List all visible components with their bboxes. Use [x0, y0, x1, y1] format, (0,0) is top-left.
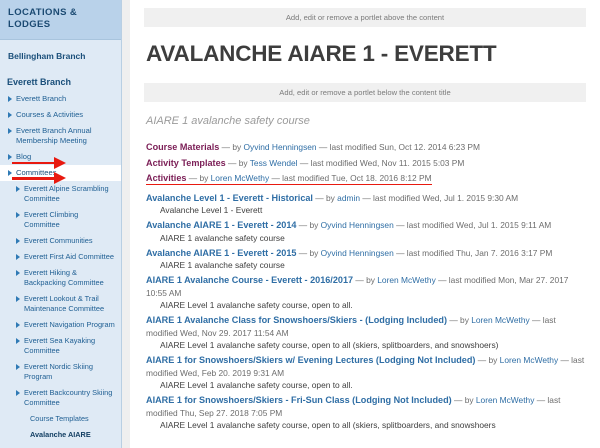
item-byline	[299, 248, 553, 258]
item-modified: — last modified Tue, Oct 18. 2016 8:12 PM	[271, 173, 432, 183]
sidebar-item-label: Everett Alpine Scrambling Committee	[24, 184, 109, 203]
item-byline	[189, 173, 432, 183]
sidebar	[0, 0, 122, 448]
sidebar-item-label: Avalanche AIARE	[30, 430, 91, 439]
sidebar-item-label: Committees	[16, 168, 57, 177]
byline-prefix: — by	[298, 247, 321, 258]
list-item	[144, 172, 586, 185]
item-author-link[interactable]: admin	[337, 192, 360, 203]
item-modified: — last modified Wed, Nov 11. 2015 5:03 PM	[299, 157, 465, 168]
chevron-right-icon	[16, 238, 20, 244]
sidebar-item-climbing-committee[interactable]	[0, 207, 121, 233]
list-item	[144, 141, 586, 154]
list-item	[144, 314, 586, 351]
item-byline	[299, 220, 551, 230]
item-author-link[interactable]: Oyvind Henningsen	[320, 247, 394, 258]
chevron-right-icon	[16, 338, 20, 344]
chevron-right-icon	[16, 322, 20, 328]
item-title-aiare-2014[interactable]: Avalanche AIARE 1 - Everett - 2014	[146, 220, 297, 230]
item-title-activity-templates[interactable]: Activity Templates	[146, 157, 226, 168]
item-byline	[315, 193, 518, 203]
item-modified: — last modified Wed, Jul 1. 2015 9:11 AM	[396, 220, 552, 230]
sidebar-item-label: Everett Lookout & Trail Maintenance Committee	[24, 294, 105, 313]
byline-prefix: — by	[188, 173, 211, 183]
item-title-aiare-2016-2017[interactable]: AIARE 1 Avalanche Course - Everett - 2016/2017	[146, 275, 354, 285]
sidebar-item-label: Blog	[16, 152, 32, 161]
byline-prefix: — by	[221, 142, 244, 152]
chevron-right-icon	[16, 296, 20, 302]
item-modified: — last modified Wed, Jul 1. 2015 9:30 AM	[362, 192, 519, 203]
sidebar-item-communities[interactable]	[0, 233, 121, 249]
sidebar-item-courses-activities[interactable]	[0, 107, 121, 123]
sidebar-item-label: Everett Nordic Skiing Program	[24, 362, 94, 381]
item-description: AIARE 1 avalanche safety course	[160, 260, 285, 270]
chevron-right-icon	[8, 96, 12, 102]
byline-prefix: — by	[454, 395, 476, 405]
byline-prefix: — by	[298, 220, 321, 230]
item-title-avalanche-level-1-historical[interactable]: Avalanche Level 1 - Everett - Historical	[146, 192, 313, 203]
byline-prefix: — by	[315, 192, 338, 203]
sidebar-item-sea-kayaking[interactable]	[0, 333, 121, 359]
list-item	[144, 354, 586, 391]
sidebar-item-course-templates[interactable]	[0, 411, 121, 427]
chevron-right-icon	[16, 390, 20, 396]
sidebar-item-committees[interactable]	[0, 165, 121, 181]
chevron-right-icon	[16, 186, 20, 192]
item-title-aiare-2015[interactable]: Avalanche AIARE 1 - Everett - 2015	[146, 247, 297, 258]
sidebar-item-avalanche-aiare[interactable]	[0, 427, 121, 443]
sidebar-item-annual-meeting[interactable]	[0, 123, 121, 149]
sidebar-item-label: Everett Climbing Committee	[24, 210, 79, 229]
sidebar-item-label: Everett Communities	[24, 236, 93, 245]
chevron-right-icon	[8, 128, 12, 134]
page-title: AVALANCHE AIARE 1 - EVERETT	[146, 41, 497, 66]
list-item	[144, 274, 586, 311]
item-title-activities[interactable]: Activities	[146, 173, 187, 183]
item-author-link[interactable]: Loren McWethy	[377, 275, 436, 285]
list-item	[144, 247, 586, 272]
sidebar-item-label: Everett Branch	[16, 94, 67, 103]
list-item	[144, 157, 586, 170]
item-modified: — last modified Mon, Mar 27. 2017 10:55 AM	[146, 275, 569, 298]
item-description: AIARE Level 1 avalanche safety course, open to all.	[160, 300, 353, 310]
item-modified: — last modified Wed, Feb 20. 2019 9:31 AM	[146, 355, 585, 378]
sidebar-item-blog[interactable]	[0, 149, 121, 165]
sidebar-item-label: Everett Hiking & Backpacking Committee	[24, 268, 104, 287]
sidebar-item-first-aid[interactable]	[0, 249, 121, 265]
portlet-below-content-title[interactable]: Add, edit or remove a portlet below the content title	[144, 83, 586, 102]
page-description: AIARE 1 avalanche safety course	[146, 115, 310, 127]
item-description: Avalanche Level 1 - Everett	[160, 205, 263, 215]
chevron-right-icon	[16, 212, 20, 218]
chevron-right-icon	[8, 112, 12, 118]
sidebar-branch-bellingham[interactable]: Bellingham Branch	[8, 51, 86, 61]
item-author-link[interactable]: Oyvind Henningsen	[243, 142, 317, 152]
item-author-link[interactable]: Loren McWethy	[210, 173, 270, 183]
sidebar-item-label: Everett First Aid Committee	[24, 252, 114, 261]
sidebar-item-lookout-trail[interactable]	[0, 291, 121, 317]
item-byline	[222, 142, 480, 152]
chevron-right-icon	[16, 270, 20, 276]
sidebar-item-label: Everett Sea Kayaking Committee	[24, 336, 96, 355]
chevron-right-icon	[8, 154, 12, 160]
item-modified: — last modified Sun, Oct 12. 2014 6:23 PM	[318, 142, 480, 152]
item-title-aiare-fri-sun[interactable]: AIARE 1 for Snowshoers/Skiers - Fri-Sun Class (Lodging Not Included)	[146, 395, 452, 405]
list-item	[144, 394, 586, 431]
item-author-link[interactable]: Oyvind Henningsen	[320, 220, 394, 230]
sidebar-item-label: Everett Navigation Program	[24, 320, 115, 329]
sidebar-portlet-title: LOCATIONS & LODGES	[0, 0, 121, 40]
sidebar-item-everett-branch[interactable]	[0, 91, 121, 107]
byline-prefix: — by	[355, 275, 378, 285]
sidebar-item-label: Everett Backcountry Skiing Committee	[24, 388, 113, 407]
item-description: AIARE Level 1 avalanche safety course, open to all (skiers, splitboarders, and snowshoers)	[160, 340, 499, 350]
sidebar-nav	[0, 91, 121, 443]
chevron-right-icon	[16, 364, 20, 370]
sidebar-item-backcountry-skiing[interactable]	[0, 385, 121, 411]
item-author-link[interactable]: Loren McWethy	[471, 315, 530, 325]
chevron-right-icon	[16, 254, 20, 260]
byline-prefix: — by	[477, 355, 500, 365]
sidebar-item-label: Course Templates	[30, 414, 89, 423]
sidebar-item-nordic-skiing[interactable]	[0, 359, 121, 385]
item-description: AIARE Level 1 avalanche safety course, open to all.	[160, 380, 353, 390]
list-item	[144, 219, 586, 244]
sidebar-item-label: Everett Branch Annual Membership Meeting	[16, 126, 92, 145]
item-modified: — last modified Thu, Jan 7. 2016 3:17 PM	[396, 247, 553, 258]
item-title-course-materials[interactable]: Course Materials	[146, 142, 220, 152]
sidebar-branch-everett[interactable]: Everett Branch	[7, 77, 72, 87]
item-title-aiare-lodging-included[interactable]: AIARE 1 Avalanche Class for Snowshoers/Skiers - (Lodging Included)	[146, 315, 447, 325]
portlet-above-content[interactable]: Add, edit or remove a portlet above the content	[144, 8, 586, 27]
item-title-aiare-evening-lectures[interactable]: AIARE 1 for Snowshoers/Skiers w/ Evening Lectures (Lodging Not Included)	[146, 355, 476, 365]
item-author-link[interactable]: Loren McWethy	[499, 355, 559, 365]
list-item	[144, 192, 586, 217]
byline-prefix: — by	[228, 157, 250, 168]
item-modified: — last modified Wed, Nov 29. 2017 11:54 AM	[146, 315, 556, 338]
item-description: AIARE Level 1 avalanche safety course, open to all (skiers, splitboarders, and snowshoers	[160, 420, 496, 430]
item-author-link[interactable]: Tess Wendel	[249, 157, 298, 168]
sidebar-item-navigation-program[interactable]	[0, 317, 121, 333]
sidebar-item-hiking-backpacking[interactable]	[0, 265, 121, 291]
sidebar-item-label: Courses & Activities	[16, 110, 84, 119]
sidebar-item-alpine-scrambling[interactable]	[0, 181, 121, 207]
byline-prefix: — by	[449, 315, 472, 325]
chevron-right-icon	[8, 170, 12, 176]
main-content	[122, 0, 600, 448]
content-item-list	[144, 141, 586, 431]
item-byline	[228, 158, 464, 168]
item-description: AIARE 1 avalanche safety course	[160, 232, 285, 243]
item-author-link[interactable]: Loren McWethy	[475, 395, 535, 405]
item-modified: — last modified Thu, Sep 27. 2018 7:05 PM	[146, 395, 561, 418]
